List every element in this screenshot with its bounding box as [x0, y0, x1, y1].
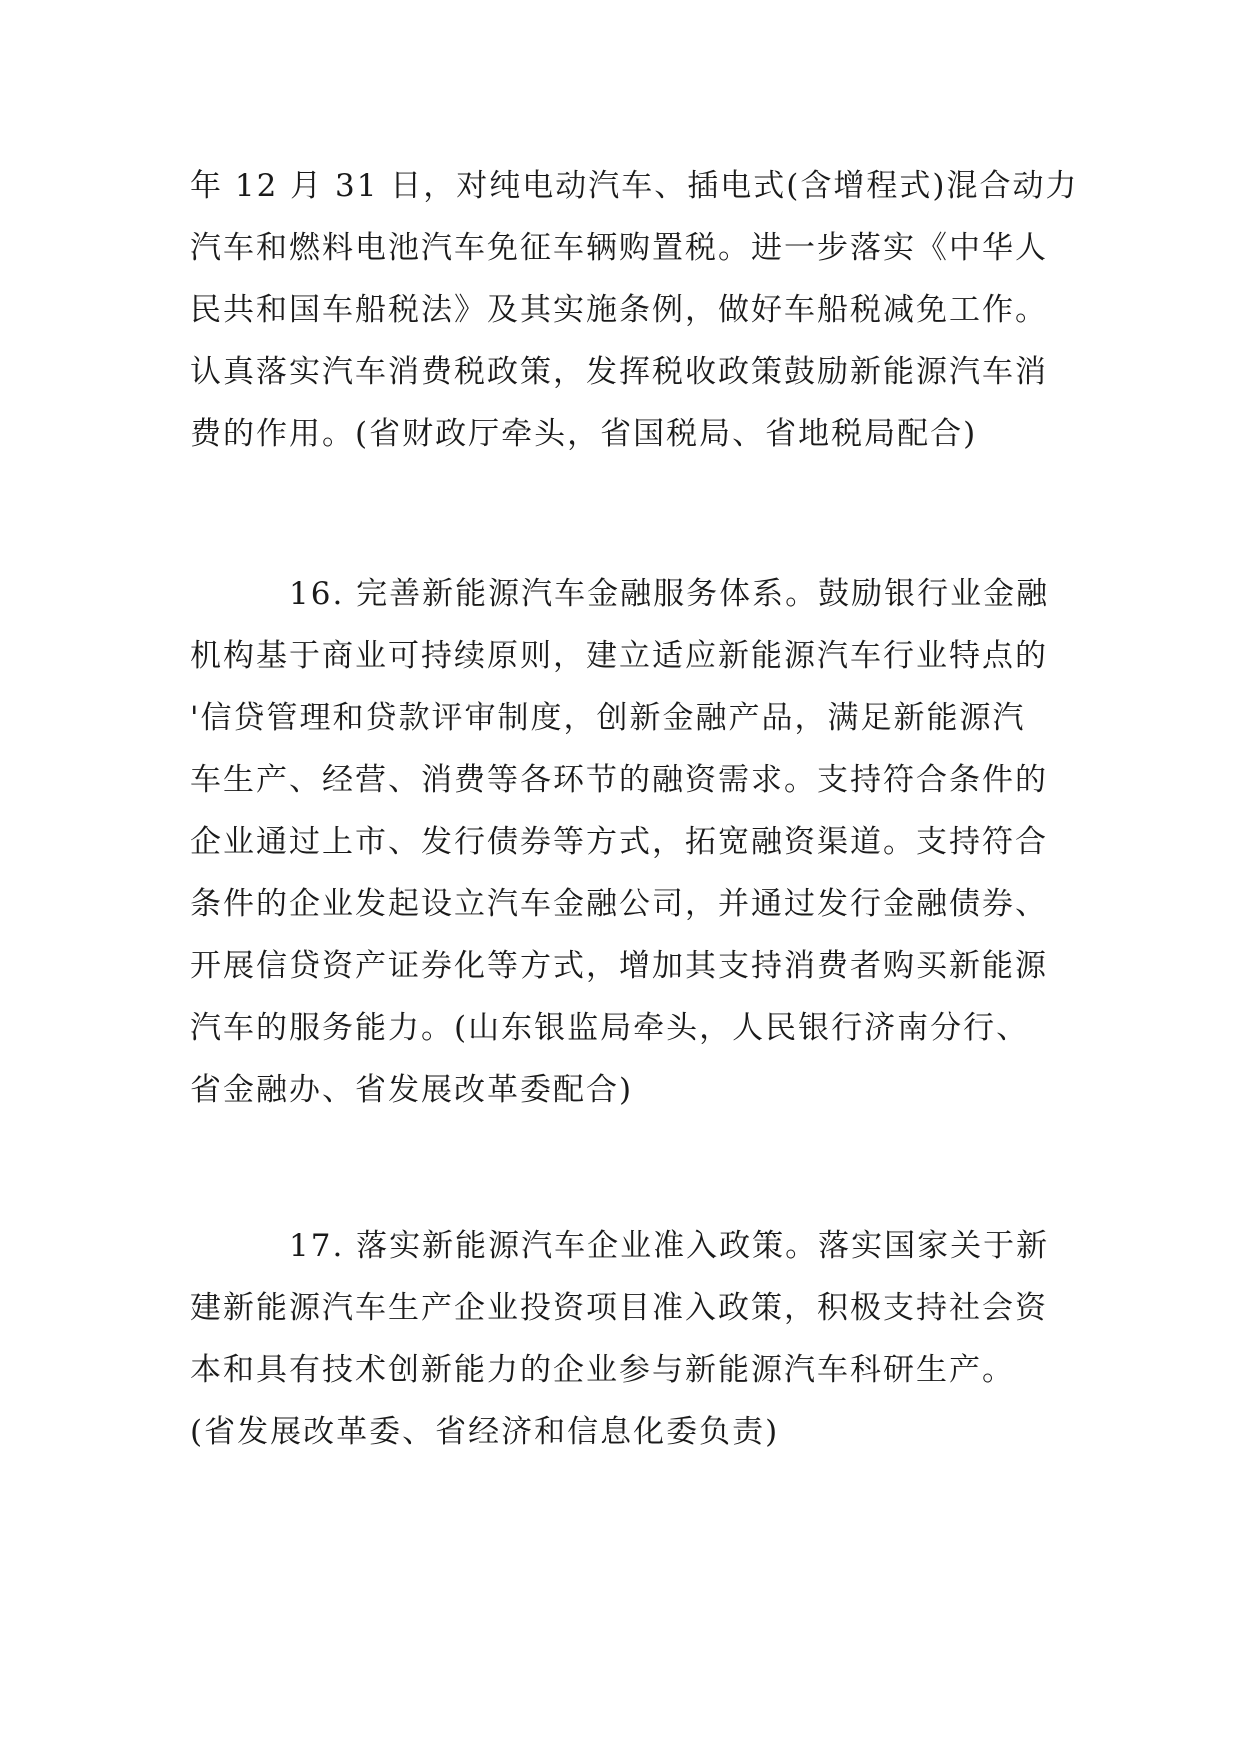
text-line: 认真落实汽车消费税政策，发挥税收政策鼓励新能源汽车消: [190, 354, 1048, 390]
text-line: 省金融办、省发展改革委配合): [190, 1072, 634, 1108]
text-line: 本和具有技术创新能力的企业参与新能源汽车科研生产。: [190, 1352, 1015, 1388]
text-line: 17. 落实新能源汽车企业准入政策。落实国家关于新: [190, 1228, 1050, 1264]
paragraph-17-access: [190, 1215, 1090, 1463]
text-line: 年 12 月 31 日，对纯电动汽车、插电式(含增程式)混合动力: [190, 168, 1079, 204]
text-line: 机构基于商业可持续原则，建立适应新能源汽车行业特点的: [190, 638, 1048, 674]
text-line: 费的作用。(省财政厅牵头，省国税局、省地税局配合): [190, 416, 978, 452]
paragraph-16-finance: [190, 563, 1090, 1121]
text-line: 条件的企业发起设立汽车金融公司，并通过发行金融债券、: [190, 886, 1048, 922]
text-line: '信贷管理和贷款评审制度，创新金融产品，满足新能源汽: [190, 700, 1026, 736]
text-line: 车生产、经营、消费等各环节的融资需求。支持符合条件的: [190, 762, 1048, 798]
text-line: (省发展改革委、省经济和信息化委负责): [190, 1414, 780, 1450]
text-line: 企业通过上市、发行债券等方式，拓宽融资渠道。支持符合: [190, 824, 1048, 860]
text-line: 开展信贷资产证券化等方式，增加其支持消费者购买新能源: [190, 948, 1048, 984]
text-line: 建新能源汽车生产企业投资项目准入政策，积极支持社会资: [190, 1290, 1048, 1326]
text-line: 16. 完善新能源汽车金融服务体系。鼓励银行业金融: [190, 576, 1050, 612]
text-line: 汽车的服务能力。(山东银监局牵头，人民银行济南分行、: [190, 1010, 1030, 1046]
paragraph-tax-policy: [190, 155, 1090, 465]
text-line: 汽车和燃料电池汽车免征车辆购置税。进一步落实《中华人: [190, 230, 1048, 266]
text-line: 民共和国车船税法》及其实施条例，做好车船税减免工作。: [190, 292, 1048, 328]
